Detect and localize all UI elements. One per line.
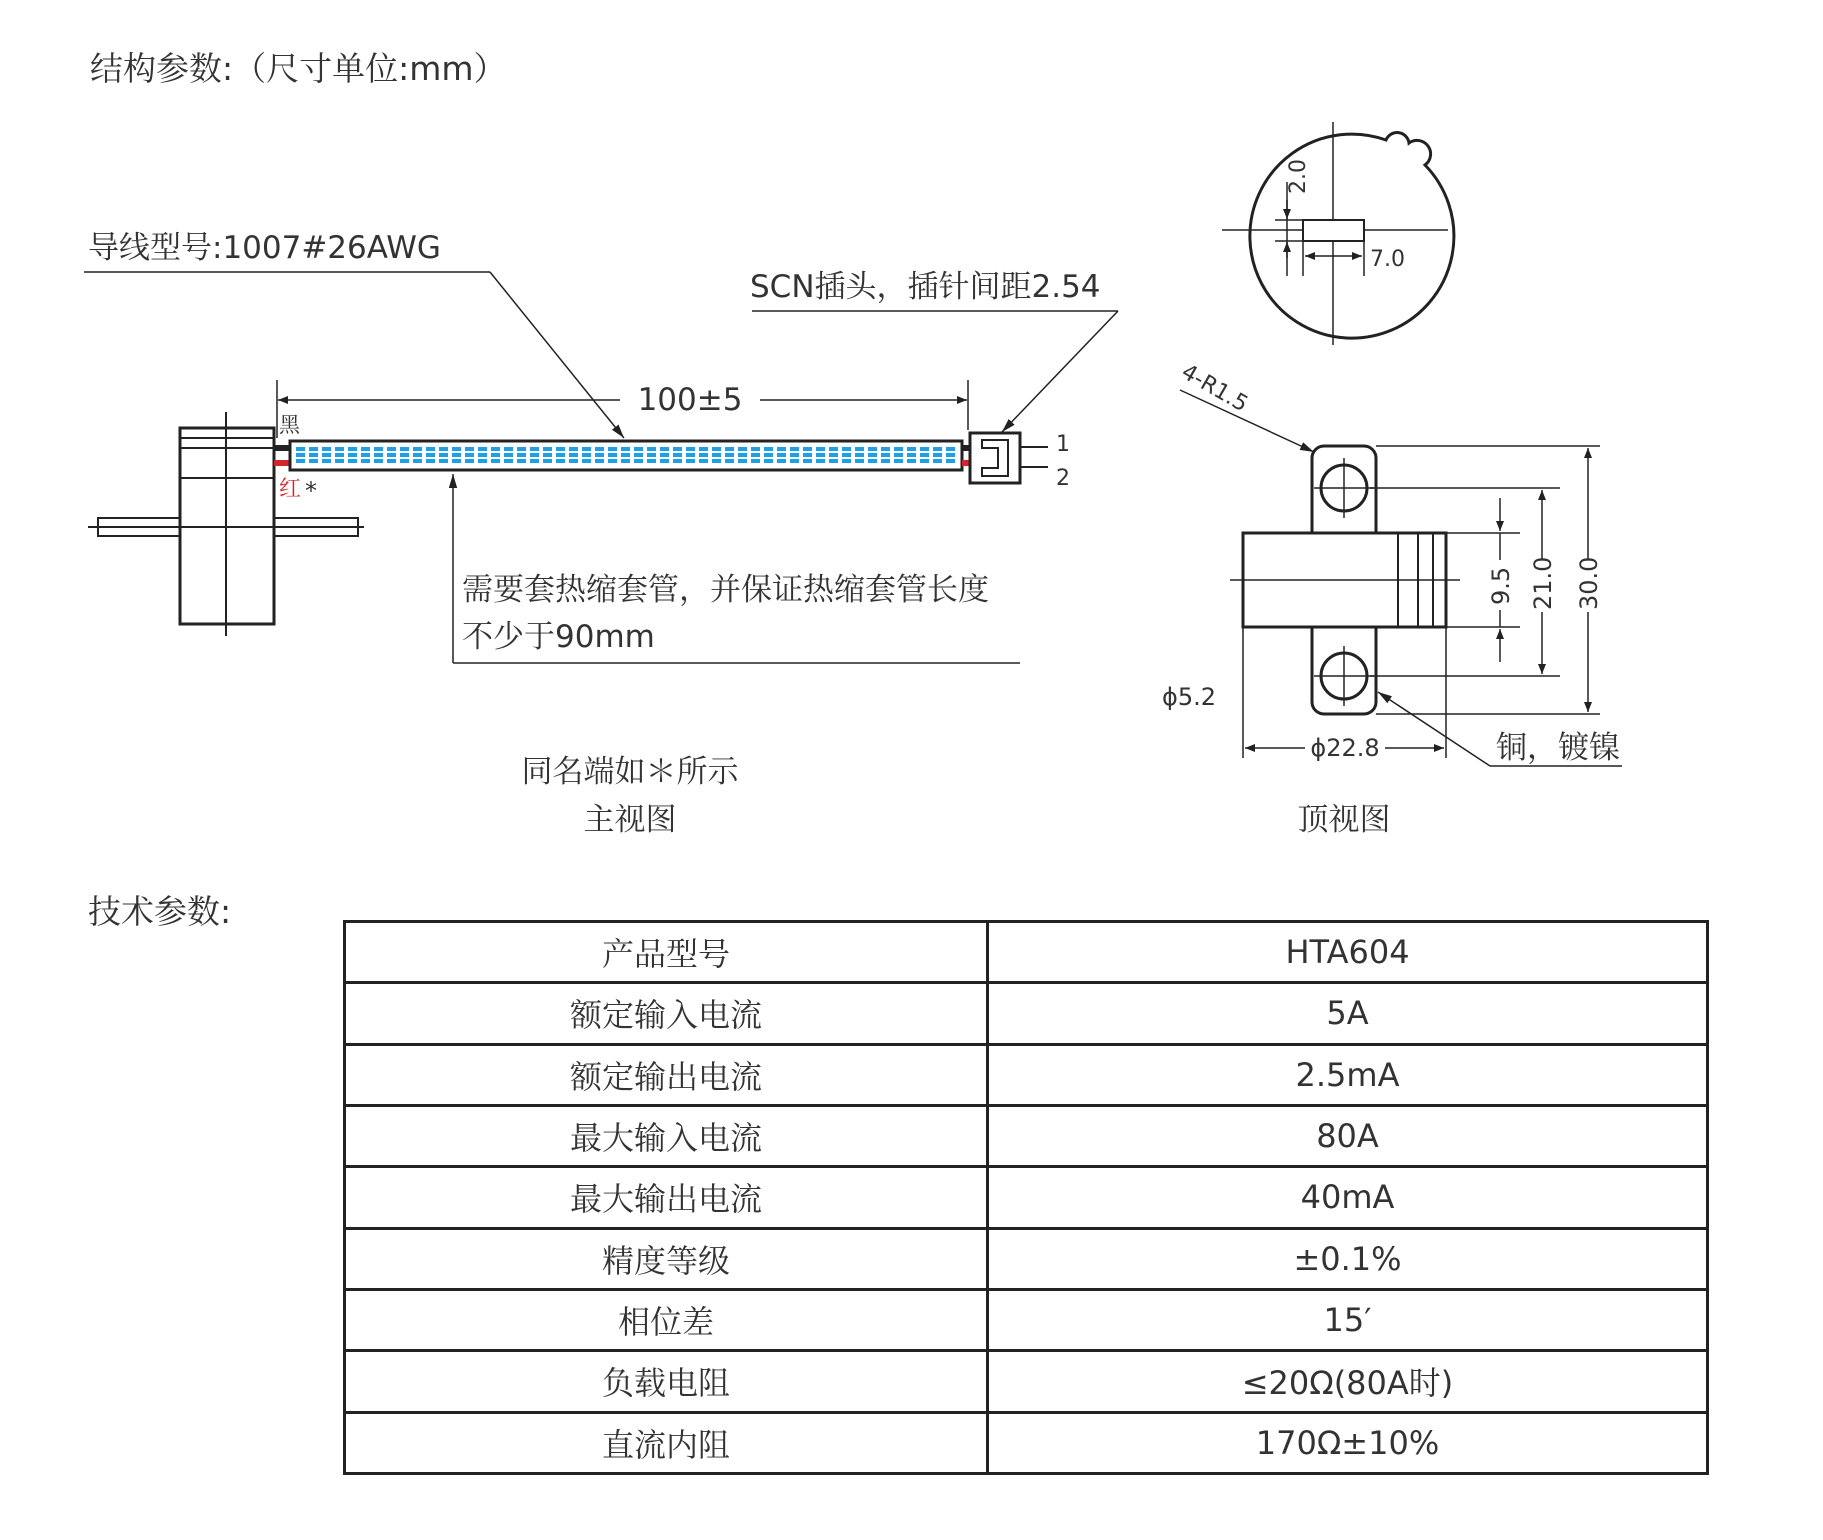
value-cell: 15′ bbox=[988, 1289, 1708, 1350]
table-row bbox=[345, 1289, 1708, 1350]
connector-label: SCN插头，插针间距2.54 bbox=[750, 269, 1101, 305]
tech-heading: 技术参数: bbox=[88, 892, 232, 931]
param-cell: 负载电阻 bbox=[345, 1351, 988, 1412]
red-wire-label: 红 bbox=[279, 477, 302, 502]
front-view-caption: 主视图 bbox=[583, 802, 677, 838]
value-cell: ±0.1% bbox=[988, 1228, 1708, 1289]
value-cell: ≤20Ω(80A时) bbox=[988, 1351, 1708, 1412]
black-wire-label: 黑 bbox=[279, 413, 300, 437]
table-row bbox=[345, 1044, 1708, 1105]
param-cell: 精度等级 bbox=[345, 1228, 988, 1289]
value-cell: 40mA bbox=[988, 1167, 1708, 1228]
dot-mark: * bbox=[305, 477, 317, 505]
value-cell: 170Ω±10% bbox=[988, 1412, 1708, 1473]
material-label: 铜，镀镍 bbox=[1496, 730, 1620, 766]
value-cell: HTA604 bbox=[988, 922, 1708, 983]
table-row bbox=[345, 922, 1708, 983]
dim-21-0: 21.0 bbox=[1529, 556, 1557, 610]
table-row bbox=[345, 1412, 1708, 1473]
param-cell: 额定输入电流 bbox=[345, 983, 988, 1044]
table-row bbox=[345, 1351, 1708, 1412]
wire-model-label: 导线型号:1007#26AWG bbox=[88, 230, 441, 266]
value-cell: 80A bbox=[988, 1105, 1708, 1166]
pin-1-label: 1 bbox=[1056, 432, 1070, 457]
body-diameter: ϕ22.8 bbox=[1310, 734, 1380, 762]
param-cell: 额定输出电流 bbox=[345, 1044, 988, 1105]
value-cell: 2.5mA bbox=[988, 1044, 1708, 1105]
spec-table bbox=[343, 920, 1709, 1475]
table-row bbox=[345, 1167, 1708, 1228]
table-row bbox=[345, 983, 1708, 1044]
sleeve-note-line1: 需要套热缩套管，并保证热缩套管长度 bbox=[462, 572, 989, 608]
param-cell: 直流内阻 bbox=[345, 1412, 988, 1473]
pin-2-label: 2 bbox=[1056, 466, 1070, 491]
param-cell: 产品型号 bbox=[345, 922, 988, 983]
dim-7-0: 7.0 bbox=[1370, 247, 1405, 272]
radius-label: 4-R1.5 bbox=[1177, 359, 1253, 418]
slot bbox=[1303, 220, 1364, 241]
dim-30-0: 30.0 bbox=[1575, 556, 1603, 610]
param-cell: 相位差 bbox=[345, 1289, 988, 1350]
sleeve-note-line2: 不少于90mm bbox=[462, 619, 655, 655]
table-row bbox=[345, 1228, 1708, 1289]
param-cell: 最大输入电流 bbox=[345, 1105, 988, 1166]
value-cell: 5A bbox=[988, 983, 1708, 1044]
length-dimension: 100±5 bbox=[637, 382, 743, 418]
param-cell: 最大输出电流 bbox=[345, 1167, 988, 1228]
table-row bbox=[345, 1105, 1708, 1166]
dim-2-0: 2.0 bbox=[1286, 159, 1311, 194]
structure-heading: 结构参数:（尺寸单位:mm） bbox=[90, 49, 507, 88]
top-view-caption: 顶视图 bbox=[1297, 802, 1391, 838]
hole-diameter: ϕ5.2 bbox=[1162, 683, 1216, 711]
hole-view bbox=[1222, 122, 1454, 345]
dim-9-5: 9.5 bbox=[1487, 566, 1515, 605]
polarity-note: 同名端如＊所示 bbox=[521, 754, 739, 790]
